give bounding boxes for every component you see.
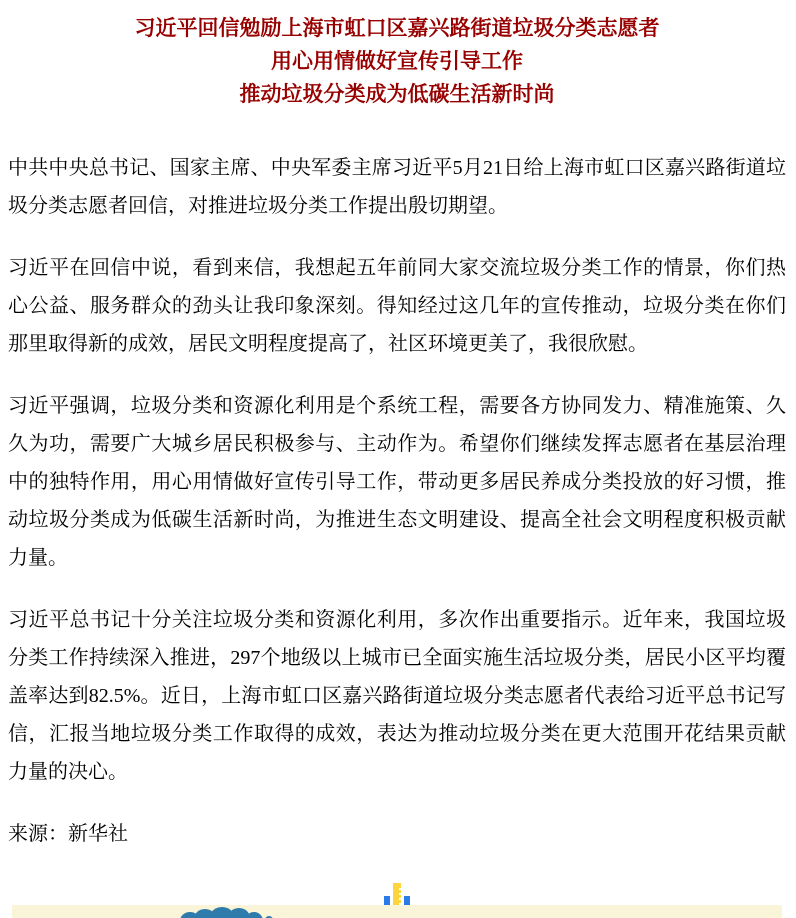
tree-silhouette xyxy=(180,907,273,918)
title-line-3: 推动垃圾分类成为低碳生活新时尚 xyxy=(239,83,555,106)
article-title xyxy=(8,12,786,111)
tree-tops-illustration xyxy=(12,905,782,918)
article-body xyxy=(8,149,786,791)
paragraph-4: 习近平总书记十分关注垃圾分类和资源化利用，多次作出重要指示。近年来，我国垃圾分类工作持续深入推进，297个地级以上城市已全面实施生活垃圾分类，居民小区平均覆盖率达到82.5%。近日，上海市虹口区嘉兴路街道垃圾分类志愿者代表给习近平总书记写信，汇报当地垃圾分类工作取得的成效，表达为推动垃圾分类在更大范围开花结果贡献力量的决心。 xyxy=(8,609,786,783)
title-line-1: 习近平回信勉励上海市虹口区嘉兴路街道垃圾分类志愿者 xyxy=(134,17,660,40)
paragraph-3: 习近平强调，垃圾分类和资源化利用是个系统工程，需要各方协同发力、精准施策、久久为功，需要广大城乡居民积极参与、主动作为。希望你们继续发挥志愿者在基层治理中的独特作用，用心用情做好宣传引导工作，带动更多居民养成分类投放的好习惯，推动垃圾分类成为低碳生活新时尚，为推进生态文明建设、提高全社会文明程度积极贡献力量。 xyxy=(8,395,786,569)
paragraph-1: 中共中央总书记、国家主席、中央军委主席习近平5月21日给上海市虹口区嘉兴路街道垃圾分类志愿者回信，对推进垃圾分类工作提出殷切期望。 xyxy=(8,157,786,217)
paragraph-2: 习近平在回信中说，看到来信，我想起五年前同大家交流垃圾分类工作的情景，你们热心公益、服务群众的劲头让我印象深刻。得知经过这几年的宣传推动，垃圾分类在你们那里取得新的成效，居民文明程度提高了，社区环境更美了，我很欣慰。 xyxy=(8,257,786,355)
title-line-2: 用心用情做好宣传引导工作 xyxy=(271,50,523,73)
source-attribution: 来源：新华社 xyxy=(8,823,128,845)
article-illustration-image[interactable] xyxy=(12,905,782,918)
